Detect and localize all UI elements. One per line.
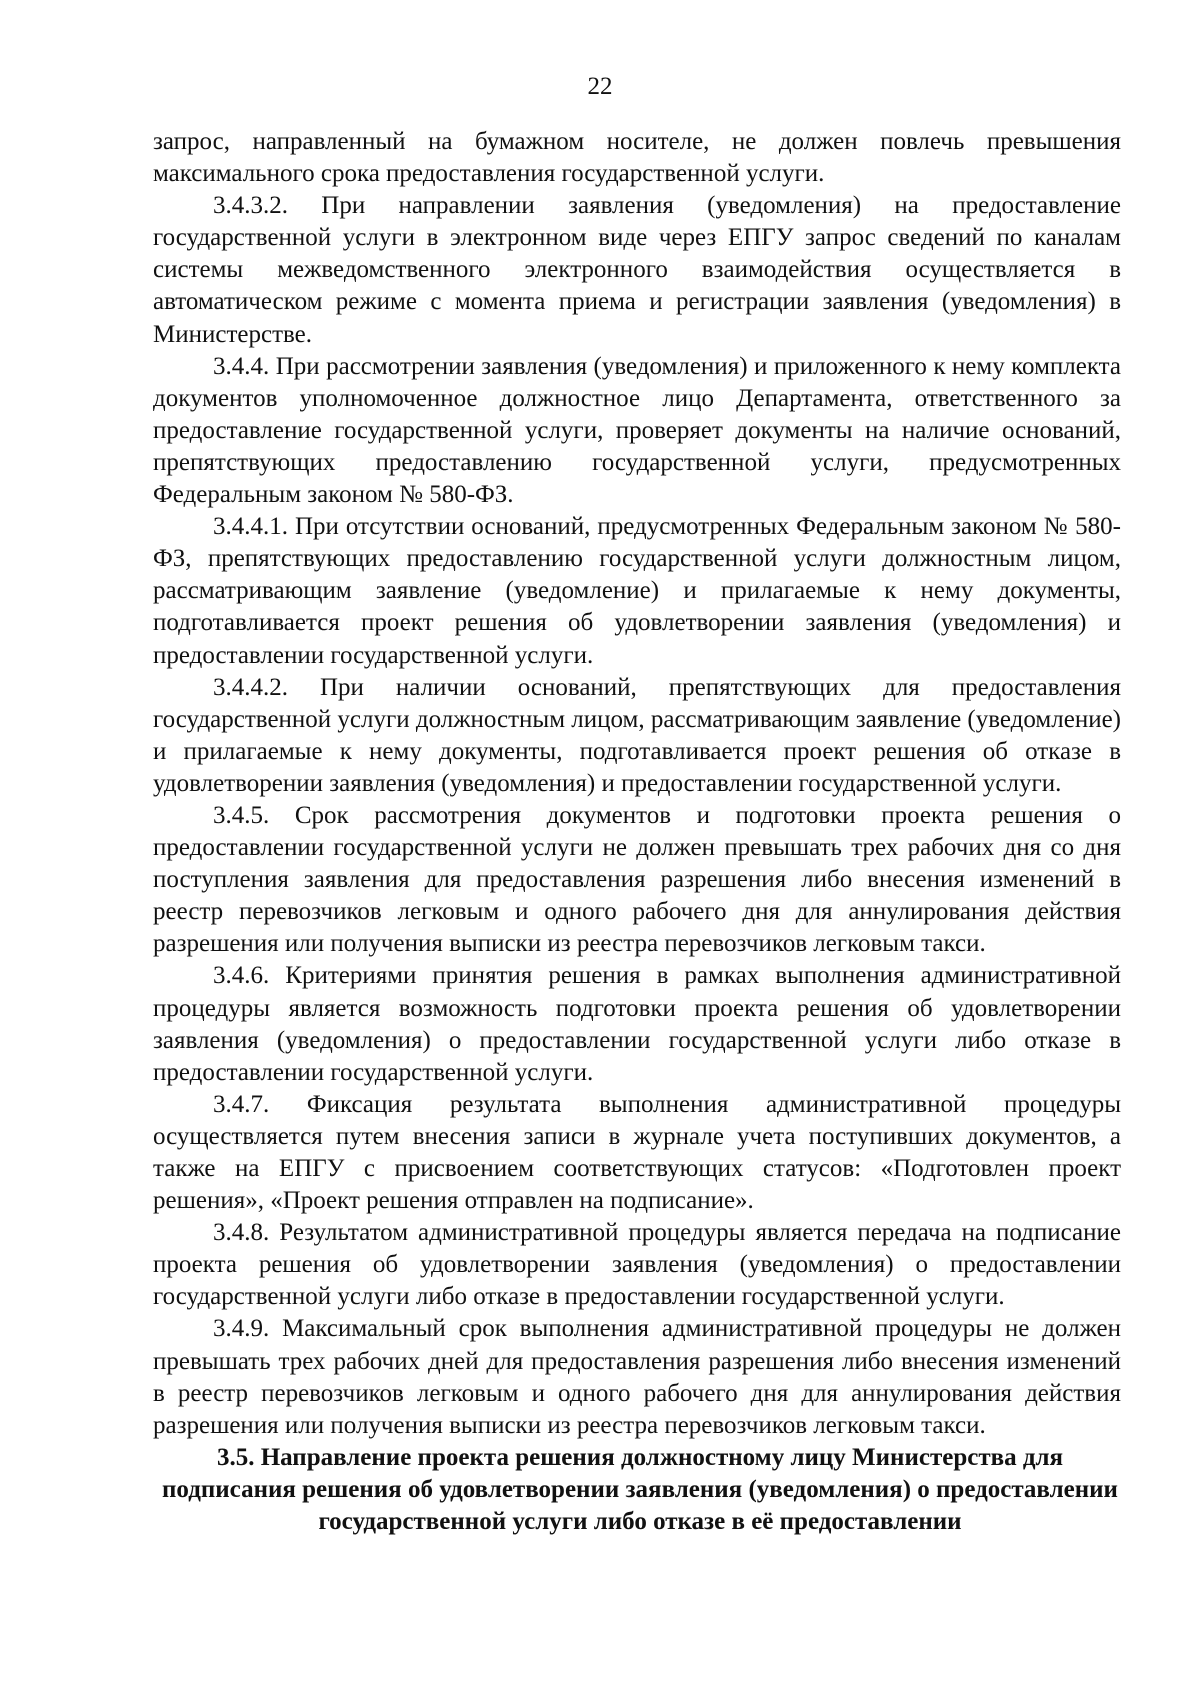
paragraph-3-4-8: 3.4.8. Результатом административной процедуры является передача на подписание проекта решения об удовлетворении заявления (уведомления) о предоставлении государственной услуги либо отказе в предоставлении государственной услуги.	[153, 1219, 1121, 1311]
paragraph-3-4-3-2: 3.4.3.2. При направлении заявления (уведомления) на предоставление государственной услуги в электронном виде через ЕПГУ запрос сведений по каналам системы межведомственного электронного взаимодействия осуществляется в автоматическом режиме с момента приема и регистрации заявления (уведомления) в Министерстве.	[153, 192, 1121, 348]
paragraph-3-4-5: 3.4.5. Срок рассмотрения документов и подготовки проекта решения о предоставлении государственной услуги не должен превышать трех рабочих дня со дня поступления заявления для предоставления разрешения либо внесения изменений в реестр перевозчиков легковым и одного рабочего дня для аннулирования действия разрешения или получения выписки из реестра перевозчиков легковым такси.	[153, 801, 1121, 958]
paragraph-3-4-6: 3.4.6. Критериями принятия решения в рамках выполнения административной процедуры является возможность подготовки проекта решения об удовлетворении заявления (уведомления) о предоставлении государственной услуги либо отказе в предоставлении государственной услуги.	[153, 962, 1121, 1086]
paragraph-3-4-4-2: 3.4.4.2. При наличии оснований, препятствующих для предоставления государственной услуги должностным лицом, рассматривающим заявление (уведомление) и прилагаемые к нему документы, подготавливается проект решения об отказе в удовлетворении заявления (уведомления) и предоставлении государственной услуги.	[153, 673, 1121, 797]
paragraph-continuation: запрос, направленный на бумажном носителе, не должен повлечь превышения максимального срока предоставления государственной услуги.	[153, 128, 1121, 188]
paragraph-3-4-7: 3.4.7. Фиксация результата выполнения административной процедуры осуществляется путем внесения записи в журнале учета поступивших документов, а также на ЕПГУ с присвоением соответствующих статусов: «Подготовлен проект решения», «Проект решения отправлен на подписание».	[153, 1090, 1121, 1215]
document-body	[153, 126, 1121, 1442]
paragraph-3-4-4: 3.4.4. При рассмотрении заявления (уведомления) и приложенного к нему комплекта документов уполномоченное должностное лицо Департамента, ответственного за предоставление государственной услуги, проверяет документы на наличие оснований, препятствующих предоставлению государственной услуги, предусмотренных Федеральным законом № 580-ФЗ.	[153, 352, 1121, 509]
paragraph-3-4-9: 3.4.9. Максимальный срок выполнения административной процедуры не должен превышать трех рабочих дней для предоставления разрешения либо внесения изменений в реестр перевозчиков легковым и одного рабочего дня для аннулирования действия разрешения или получения выписки из реестра перевозчиков легковым такси.	[153, 1315, 1121, 1439]
page-number: 22	[587, 73, 613, 100]
paragraph-3-4-4-1: 3.4.4.1. При отсутствии оснований, предусмотренных Федеральным законом № 580-ФЗ, препятствующих предоставлению государственной услуги должностным лицом, рассматривающим заявление (уведомление) и прилагаемые к нему документы, подготавливается проект решения об удовлетворении заявления (уведомления) и предоставлении государственной услуги.	[153, 513, 1121, 669]
section-heading-3-5: 3.5. Направление проекта решения должностному лицу Министерства для подписания решения об удовлетворении заявления (уведомления) о предоставлении государственной услуги либо отказе в её предоставлении	[162, 1444, 1118, 1535]
